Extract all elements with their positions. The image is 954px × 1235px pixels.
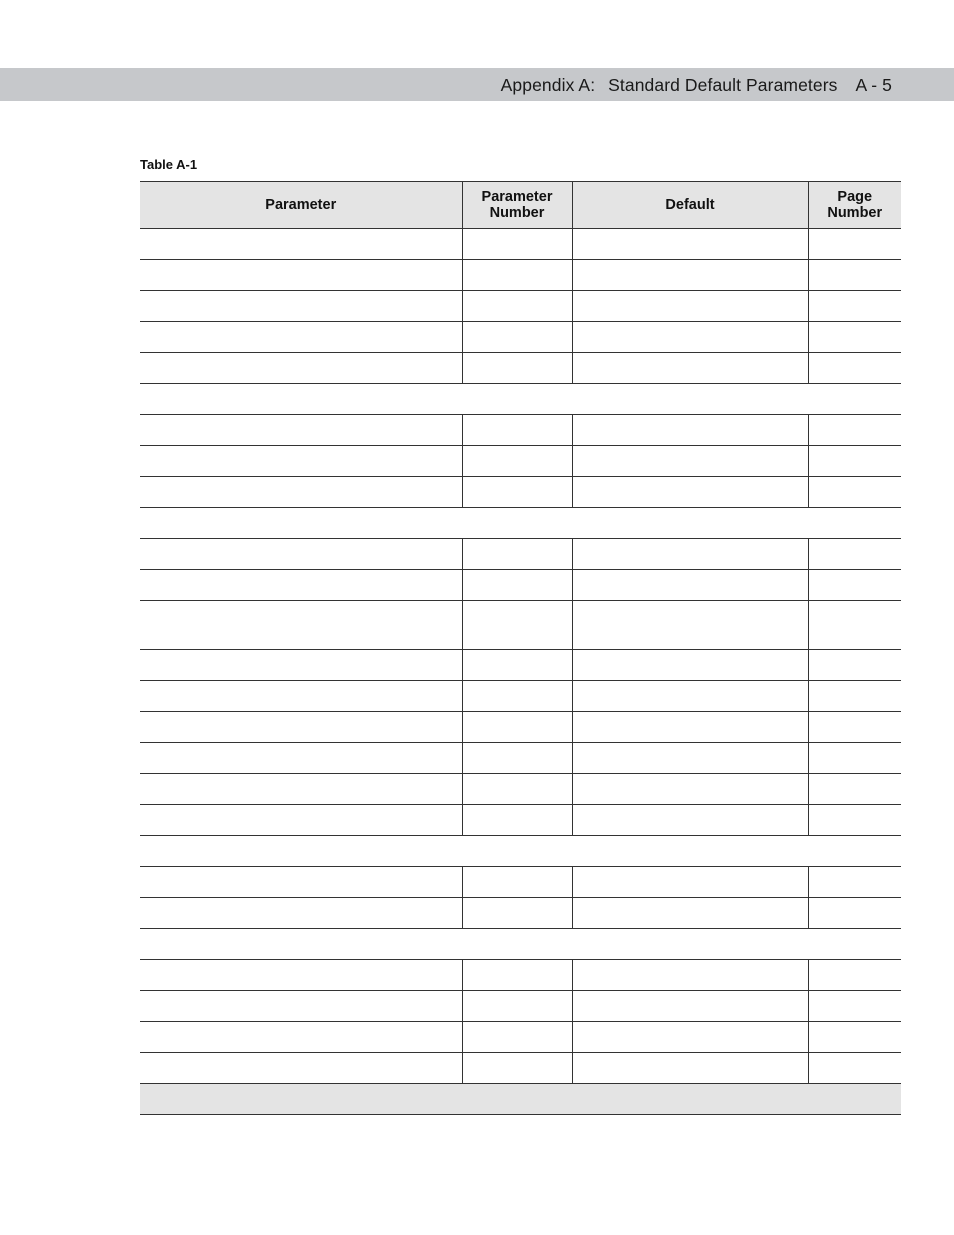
cell-parameter	[140, 291, 462, 322]
cell-parameter	[140, 681, 462, 712]
cell-parameter	[140, 1022, 462, 1053]
cell-page-number	[808, 650, 901, 681]
cell-parameter	[140, 960, 462, 991]
table-row	[140, 570, 901, 601]
cell-parameter	[140, 991, 462, 1022]
cell-parameter-number	[462, 960, 572, 991]
cell-parameter-number	[462, 1053, 572, 1084]
cell-page-number	[808, 774, 901, 805]
footer-cell	[140, 1084, 901, 1115]
cell-page-number	[808, 291, 901, 322]
cell-page-number	[808, 681, 901, 712]
cell-parameter	[140, 229, 462, 260]
column-header-parameter-number-line2: Number	[489, 205, 545, 221]
cell-parameter-number	[462, 477, 572, 508]
cell-parameter	[140, 539, 462, 570]
cell-parameter	[140, 805, 462, 836]
cell-default	[572, 477, 808, 508]
cell-parameter-number	[462, 570, 572, 601]
section-cell	[140, 508, 901, 539]
table-section-row	[140, 836, 901, 867]
cell-default	[572, 601, 808, 650]
cell-page-number	[808, 867, 901, 898]
cell-page-number	[808, 477, 901, 508]
cell-default	[572, 446, 808, 477]
appendix-title: Standard Default Parameters	[608, 75, 838, 95]
table-row	[140, 260, 901, 291]
table-footer-row	[140, 1084, 901, 1115]
cell-parameter-number	[462, 229, 572, 260]
table-row	[140, 1022, 901, 1053]
column-header-page-number-line1: Page	[837, 189, 873, 205]
table-row	[140, 898, 901, 929]
table-row	[140, 805, 901, 836]
cell-parameter-number	[462, 446, 572, 477]
cell-page-number	[808, 446, 901, 477]
cell-page-number	[808, 898, 901, 929]
cell-default	[572, 650, 808, 681]
cell-parameter-number	[462, 650, 572, 681]
cell-default	[572, 805, 808, 836]
table-row	[140, 991, 901, 1022]
cell-parameter	[140, 477, 462, 508]
cell-default	[572, 991, 808, 1022]
cell-default	[572, 291, 808, 322]
cell-default	[572, 867, 808, 898]
cell-parameter-number	[462, 712, 572, 743]
cell-parameter	[140, 322, 462, 353]
page-number: A - 5	[855, 75, 892, 95]
cell-page-number	[808, 805, 901, 836]
table-row	[140, 712, 901, 743]
cell-default	[572, 712, 808, 743]
cell-page-number	[808, 539, 901, 570]
table-caption: Table A-1	[140, 157, 198, 172]
cell-default	[572, 960, 808, 991]
cell-default	[572, 1022, 808, 1053]
cell-page-number	[808, 229, 901, 260]
cell-page-number	[808, 1053, 901, 1084]
table-row	[140, 743, 901, 774]
cell-parameter	[140, 570, 462, 601]
cell-parameter-number	[462, 867, 572, 898]
cell-page-number	[808, 260, 901, 291]
table-row	[140, 539, 901, 570]
cell-default	[572, 229, 808, 260]
cell-parameter-number	[462, 898, 572, 929]
cell-parameter-number	[462, 291, 572, 322]
cell-default	[572, 415, 808, 446]
table-section-row	[140, 384, 901, 415]
cell-page-number	[808, 991, 901, 1022]
table-row	[140, 415, 901, 446]
table-section-row	[140, 508, 901, 539]
table-row	[140, 650, 901, 681]
cell-parameter-number	[462, 681, 572, 712]
cell-page-number	[808, 1022, 901, 1053]
cell-parameter-number	[462, 1022, 572, 1053]
table-row	[140, 1053, 901, 1084]
table-row	[140, 867, 901, 898]
column-header-default: Default	[572, 182, 808, 229]
cell-default	[572, 774, 808, 805]
cell-parameter	[140, 743, 462, 774]
cell-parameter	[140, 260, 462, 291]
cell-page-number	[808, 743, 901, 774]
cell-page-number	[808, 960, 901, 991]
cell-parameter	[140, 712, 462, 743]
table-row	[140, 291, 901, 322]
cell-parameter	[140, 601, 462, 650]
table-header-row	[140, 182, 901, 229]
cell-default	[572, 898, 808, 929]
cell-parameter	[140, 446, 462, 477]
cell-parameter-number	[462, 774, 572, 805]
cell-default	[572, 1053, 808, 1084]
cell-parameter-number	[462, 991, 572, 1022]
column-header-parameter-number-line1: Parameter	[481, 189, 553, 205]
cell-parameter	[140, 1053, 462, 1084]
cell-page-number	[808, 415, 901, 446]
table-row	[140, 477, 901, 508]
table-section-row	[140, 929, 901, 960]
section-cell	[140, 929, 901, 960]
cell-parameter	[140, 898, 462, 929]
column-header-parameter-number	[462, 182, 572, 229]
table-body	[140, 229, 901, 1115]
cell-parameter-number	[462, 743, 572, 774]
cell-parameter-number	[462, 601, 572, 650]
cell-parameter	[140, 774, 462, 805]
column-header-parameter: Parameter	[140, 182, 462, 229]
table-row	[140, 446, 901, 477]
cell-parameter-number	[462, 805, 572, 836]
cell-default	[572, 570, 808, 601]
table-row	[140, 681, 901, 712]
cell-default	[572, 322, 808, 353]
cell-page-number	[808, 353, 901, 384]
cell-default	[572, 260, 808, 291]
cell-default	[572, 681, 808, 712]
cell-page-number	[808, 712, 901, 743]
cell-parameter-number	[462, 260, 572, 291]
section-cell	[140, 836, 901, 867]
cell-default	[572, 539, 808, 570]
cell-parameter-number	[462, 415, 572, 446]
cell-parameter-number	[462, 353, 572, 384]
page-header-title	[501, 75, 892, 96]
appendix-label: Appendix A:	[500, 75, 596, 95]
table-row	[140, 322, 901, 353]
cell-parameter-number	[462, 539, 572, 570]
cell-parameter	[140, 867, 462, 898]
cell-parameter	[140, 353, 462, 384]
table-row	[140, 960, 901, 991]
cell-page-number	[808, 601, 901, 650]
table-row	[140, 353, 901, 384]
cell-page-number	[808, 322, 901, 353]
section-cell	[140, 384, 901, 415]
cell-parameter	[140, 415, 462, 446]
table-row	[140, 229, 901, 260]
column-header-page-number-line2: Number	[827, 205, 883, 221]
default-parameters-table	[140, 181, 901, 1115]
cell-page-number	[808, 570, 901, 601]
column-header-page-number	[808, 182, 901, 229]
cell-default	[572, 743, 808, 774]
table-row	[140, 601, 901, 650]
table-row	[140, 774, 901, 805]
cell-parameter-number	[462, 322, 572, 353]
cell-default	[572, 353, 808, 384]
cell-parameter	[140, 650, 462, 681]
